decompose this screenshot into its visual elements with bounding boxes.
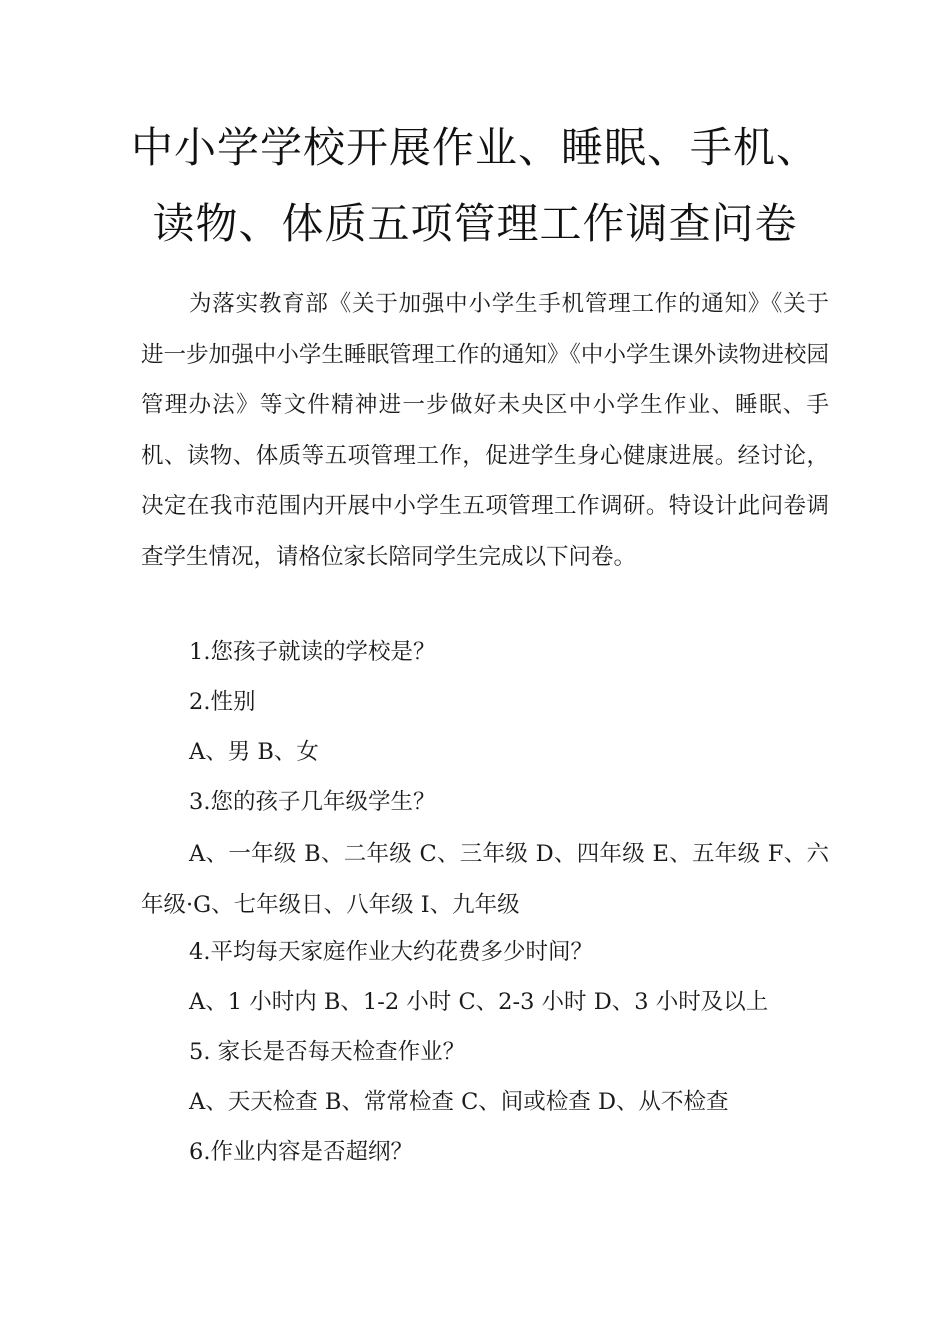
question-5-options: A、天天检查 B、常常检查 C、间或检查 D、从不检查 [189,1089,729,1115]
question-4: 4.平均每天家庭作业大约花费多少时间？ [189,939,593,965]
question-2: 2.性别 [189,689,256,715]
intro-paragraph: 为落实教育部《关于加强中小学生手机管理工作的通知》《关于进一步加强中小学生睡眠管理工作的通知》《中小学生课外读物进校园管理办法》等文件精神进一步做好未央区中小学生作业、睡眠、手机、读物、体质等五项管理工作，促进学生身心健康进展。经讨论，决定在我市范围内开展中小学生五项管理工作调研。特设计此问卷调查学生情况，请格位家长陪同学生完成以下问卷。 [141,291,829,570]
question-4-options: A、1 小时内 B、1-2 小时 C、2-3 小时 D、3 小时及以上 [189,989,769,1015]
question-1: 1.您孩子就读的学校是？ [189,639,436,665]
question-3-options: A、一年级 B、二年级 C、三年级 D、四年级 E、五年级 F、六年级·G、七年级日、八年级 I、九年级 [141,841,829,918]
document-title-line-1: 中小学学校开展作业、睡眠、手机、 [130,123,819,172]
question-3: 3.您的孩子几年级学生？ [189,789,436,815]
document-title-line-2: 读物、体质五项管理工作调查问卷 [152,199,798,248]
question-2-options: A、男 B、女 [189,739,319,765]
question-6: 6.作业内容是否超纲？ [189,1139,413,1165]
question-5: 5. 家长是否每天检查作业？ [189,1039,466,1065]
